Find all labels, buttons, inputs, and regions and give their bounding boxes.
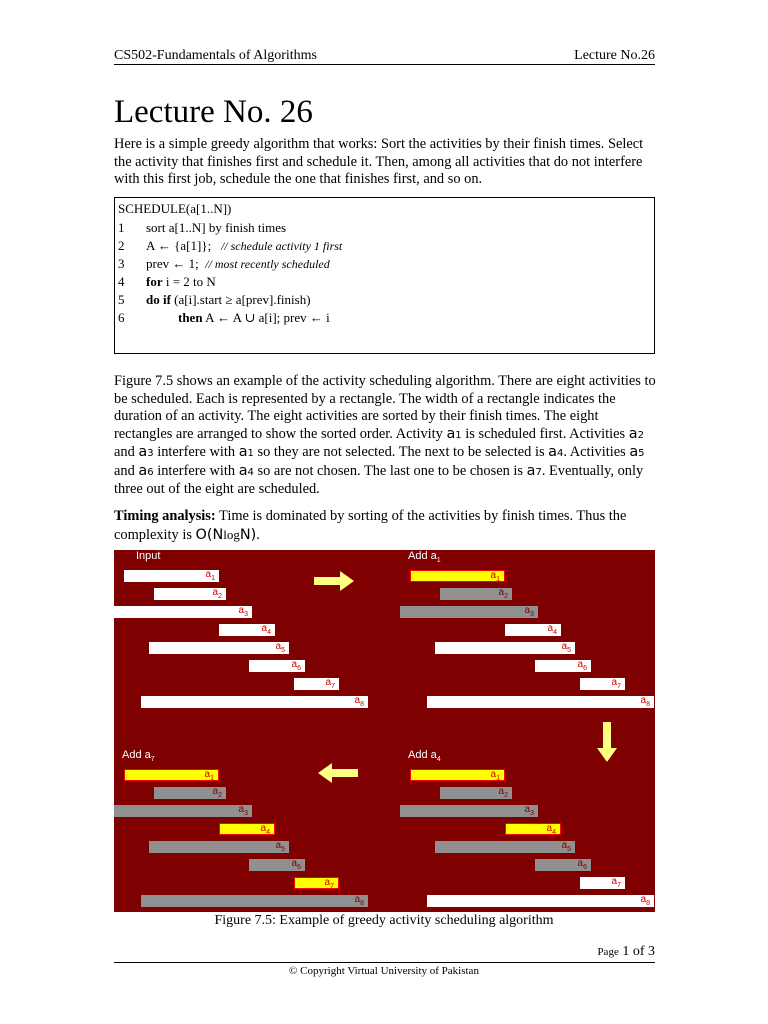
activity-bar-label: $a_4$ xyxy=(546,823,556,836)
algorithm-line: 1 sort a[1..N] by finish times xyxy=(118,220,287,235)
activity-bar xyxy=(154,588,226,600)
algorithm-line: 6 then A ← A ∪ a[i]; prev ← i xyxy=(118,310,330,325)
activity-bar xyxy=(440,588,512,600)
activity-bar-label: $a_2$ xyxy=(212,587,222,600)
figure-caption: Figure 7.5: Example of greedy activity scheduling algorithm xyxy=(214,913,554,928)
page-header xyxy=(114,48,655,65)
activity-bar-label: $a_6$ xyxy=(291,858,301,871)
page-number: Page 1 of 3 xyxy=(597,944,655,959)
activity-bar xyxy=(400,606,538,618)
activity-bar-label: $a_2$ xyxy=(498,587,508,600)
activity-bar xyxy=(149,642,289,654)
activity-scheduling-figure xyxy=(114,550,655,912)
activity-bar-label: $a_1$ xyxy=(205,569,215,582)
timing-label: Timing analysis: xyxy=(114,508,216,524)
activity-ref: a6 xyxy=(138,462,154,479)
activity-bar xyxy=(114,805,252,817)
timing-analysis: Timing analysis: Time is dominated by sorting of the activities by finish times. Thus the complexity is O(NlogN). xyxy=(114,508,627,543)
activity-bar xyxy=(154,787,226,799)
activity-bar-label: $a_8$ xyxy=(354,894,364,907)
activity-bar xyxy=(114,606,252,618)
activity-bar xyxy=(535,859,591,871)
activity-bar xyxy=(294,877,339,889)
activity-bar-label: $a_6$ xyxy=(577,659,587,672)
algorithm-line: 4 for i = 2 to N xyxy=(118,274,216,289)
algorithm-box xyxy=(114,197,655,354)
activity-ref: a1 xyxy=(446,425,462,442)
activity-bar-label: $a_3$ xyxy=(238,605,248,618)
activity-bar-label: $a_3$ xyxy=(524,605,534,618)
algorithm-signature: SCHEDULE(a[1..N]) xyxy=(118,201,232,216)
panel-label-add-a1: Add $a_1$ xyxy=(408,550,441,565)
footer-rule xyxy=(114,962,655,963)
complexity: O(NlogN) xyxy=(195,526,257,543)
activity-bar-label: $a_5$ xyxy=(561,840,571,853)
activity-bar-label: $a_7$ xyxy=(325,677,335,690)
activity-bar-label: $a_8$ xyxy=(640,695,650,708)
activity-ref: a3 xyxy=(138,444,154,460)
algorithm-line: 5 do if (a[i].start ≥ a[prev].finish) xyxy=(118,292,311,307)
activity-bar xyxy=(505,624,561,636)
activity-bar xyxy=(294,678,339,690)
panel-label-add-a7: Add $a_7$ xyxy=(122,749,155,764)
activity-bar xyxy=(410,769,505,781)
activity-bar-label: $a_8$ xyxy=(640,894,650,907)
activity-bar xyxy=(435,642,575,654)
activity-bar xyxy=(410,570,505,582)
algorithm-line: 3 prev ← 1; // most recently scheduled xyxy=(118,256,330,271)
figure-description: Figure 7.5 shows an example of the activity scheduling algorithm. There are eight activities to be scheduled. Each is represented by a rectangle. The width of a rectangle indicates the duration of an activity. The eight activities are sorted by their finish times. The eight rectangles are arranged to show the sorted order. Activity a1 is scheduled first. Activities a2 and a3 interfere with a1 so they are not selected. The next to be selected is a4. Activities a5 and a6 interfere with a4 so are not chosen. The last one to be chosen is a7. Eventually, only three out of the eight are scheduled. xyxy=(114,373,656,497)
activity-bar-label: $a_4$ xyxy=(261,623,271,636)
activity-bar xyxy=(249,859,305,871)
activity-bar xyxy=(124,769,219,781)
activity-bar-label: $a_2$ xyxy=(498,786,508,799)
activity-bar xyxy=(427,895,654,907)
activity-bar-label: $a_5$ xyxy=(275,641,285,654)
activity-bar xyxy=(440,787,512,799)
copyright: © Copyright Virtual University of Pakistan xyxy=(289,965,479,977)
activity-bar xyxy=(141,696,368,708)
activity-bar-label: $a_7$ xyxy=(611,677,621,690)
arrow-down-icon xyxy=(596,720,618,764)
activity-bar-label: $a_1$ xyxy=(204,769,214,782)
activity-bar xyxy=(249,660,305,672)
panel-label-add-a4: Add $a_4$ xyxy=(408,749,441,764)
activity-bar-label: $a_2$ xyxy=(212,786,222,799)
activity-bar xyxy=(427,696,654,708)
arrow-left-icon xyxy=(316,762,360,784)
algorithm-line: 2 A ← {a[1]}; // schedule activity 1 first xyxy=(118,238,343,253)
activity-bar xyxy=(580,877,625,889)
activity-bar-label: $a_3$ xyxy=(238,804,248,817)
activity-bar-label: $a_6$ xyxy=(291,659,301,672)
activity-bar-label: $a_7$ xyxy=(611,876,621,889)
activity-bar xyxy=(124,570,219,582)
activity-bar xyxy=(435,841,575,853)
course-title: CS502-Fundamentals of Algorithms xyxy=(114,48,317,63)
lecture-label: Lecture No.26 xyxy=(574,48,655,63)
activity-bar xyxy=(505,823,561,835)
activity-bar xyxy=(580,678,625,690)
activity-bar-label: $a_7$ xyxy=(324,877,334,890)
activity-bar-label: $a_5$ xyxy=(275,840,285,853)
activity-bar xyxy=(219,624,275,636)
activity-bar xyxy=(149,841,289,853)
activity-bar-label: $a_5$ xyxy=(561,641,571,654)
activity-ref: a5 xyxy=(629,444,645,460)
arrow-right-icon xyxy=(312,570,356,592)
activity-bar-label: $a_8$ xyxy=(354,695,364,708)
activity-bar-label: $a_6$ xyxy=(577,858,587,871)
panel-label-input: Input xyxy=(136,550,161,562)
activity-bar xyxy=(400,805,538,817)
activity-bar-label: $a_4$ xyxy=(260,823,270,836)
activity-bar-label: $a_1$ xyxy=(490,570,500,583)
intro-paragraph: Here is a simple greedy algorithm that works: Sort the activities by their finish times. Select the activity that finishes first and schedule it. Then, among all activities that do not interfere with this first job, schedule the one that finishes first, and so on. xyxy=(114,136,644,187)
activity-bar-label: $a_3$ xyxy=(524,804,534,817)
activity-bar xyxy=(219,823,275,835)
activity-ref: a7 xyxy=(526,462,542,479)
activity-ref: a4 xyxy=(238,462,254,479)
activity-bar-label: $a_1$ xyxy=(490,769,500,782)
lecture-title: Lecture No. 26 xyxy=(114,94,313,130)
activity-ref: a2 xyxy=(628,425,644,442)
activity-ref: a4 xyxy=(548,444,564,460)
activity-ref: a1 xyxy=(238,444,254,460)
activity-bar xyxy=(535,660,591,672)
activity-bar xyxy=(141,895,368,907)
activity-bar-label: $a_4$ xyxy=(547,623,557,636)
